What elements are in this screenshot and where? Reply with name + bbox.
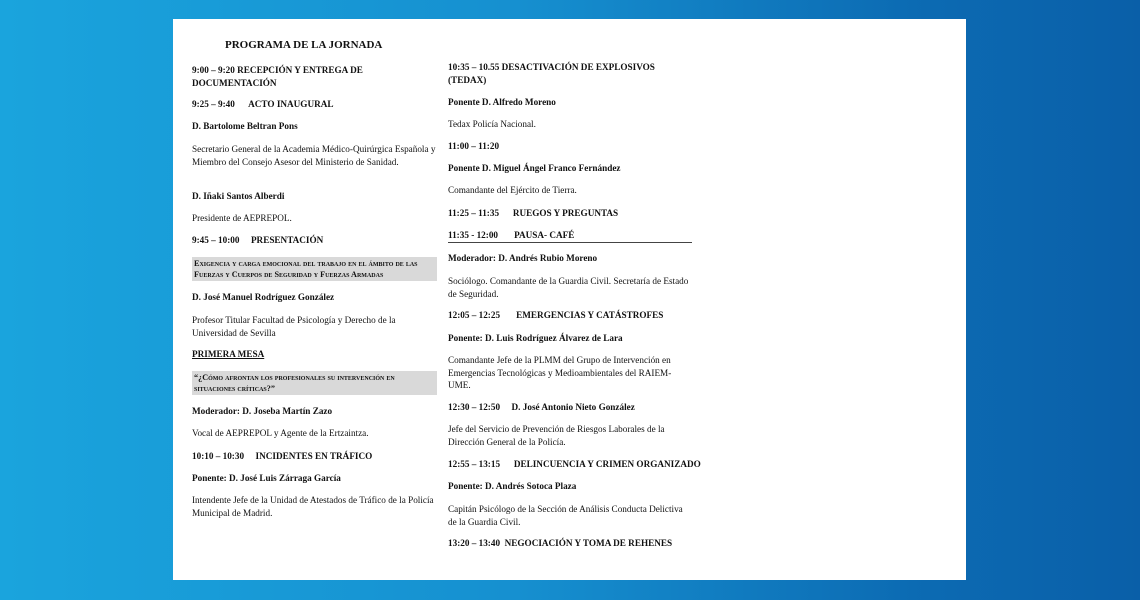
- moderator-name: Moderador: D. Joseba Martín Zazo: [192, 406, 333, 416]
- schedule-item: 12:30 – 12:50 D. José Antonio Nieto González: [448, 402, 635, 412]
- schedule-item: 11:00 – 11:20: [448, 141, 500, 151]
- divider: [448, 242, 692, 243]
- section-heading: PRIMERA MESA: [192, 349, 265, 359]
- schedule-item: 9:25 – 9:40 ACTO INAUGURAL: [192, 99, 334, 109]
- program-sheet: [173, 19, 966, 580]
- speaker-name: Ponente D. Alfredo Moreno: [448, 97, 556, 107]
- schedule-item: 10:35 – 10.55 DESACTIVACIÓN DE EXPLOSIVOS (TEDAX): [448, 62, 655, 85]
- speaker-description: Tedax Policía Nacional.: [448, 119, 536, 129]
- speaker-description: Secretario General de la Academia Médico-Quirúrgica Española y Miembro del Consejo Asesor del Ministerio de Sanidad.: [192, 144, 436, 167]
- schedule-item: 11:25 – 11:35 RUEGOS Y PREGUNTAS: [448, 208, 619, 218]
- schedule-item: 13:20 – 13:40 NEGOCIACIÓN Y TOMA DE REHENES: [448, 538, 673, 548]
- program-title: PROGRAMA DE LA JORNADA: [225, 39, 383, 51]
- speaker-description: Profesor Titular Facultad de Psicología y Derecho de la Universidad de Sevilla: [192, 315, 396, 338]
- speaker-name: D. Bartolome Beltran Pons: [192, 121, 298, 131]
- speaker-description: Presidente de AEPREPOL.: [192, 213, 292, 223]
- schedule-item: 11:35 - 12:00 PAUSA- CAFÉ: [448, 230, 575, 240]
- schedule-item: 12:55 – 13:15 DELINCUENCIA Y CRIMEN ORGANIZADO: [448, 459, 701, 469]
- speaker-name: Ponente: D. José Luis Zárraga García: [192, 473, 341, 483]
- schedule-item: 9:00 – 9:20 RECEPCIÓN Y ENTREGA DE DOCUMENTACIÓN: [192, 65, 363, 88]
- schedule-item: 12:05 – 12:25 EMERGENCIAS Y CATÁSTROFES: [448, 310, 664, 320]
- schedule-item: 9:45 – 10:00 PRESENTACIÓN: [192, 235, 324, 245]
- speaker-description: Jefe del Servicio de Prevención de Riesgos Laborales de la Dirección General de la Policía.: [448, 424, 665, 447]
- speaker-name: Ponente: D. Luis Rodríguez Álvarez de Lara: [448, 333, 623, 343]
- speaker-description: Comandante Jefe de la PLMM del Grupo de Intervención en Emergencias Tecnológicas y Medioambientales del RAIEM-UME.: [448, 355, 672, 390]
- speaker-description: Intendente Jefe de la Unidad de Atestados de Tráfico de la Policía Municipal de Madrid.: [192, 495, 434, 518]
- speaker-name: D. Iñaki Santos Alberdi: [192, 191, 285, 201]
- speaker-name: D. José Manuel Rodríguez González: [192, 292, 335, 302]
- schedule-item: 10:10 – 10:30 INCIDENTES EN TRÁFICO: [192, 451, 373, 461]
- speaker-name: Ponente D. Miguel Ángel Franco Fernández: [448, 163, 621, 173]
- speaker-name: Ponente: D. Andrés Sotoca Plaza: [448, 481, 577, 491]
- speaker-description: Comandante del Ejército de Tierra.: [448, 185, 577, 195]
- speaker-description: Capitán Psicólogo de la Sección de Análisis Conducta Delictiva de la Guardia Civil.: [448, 504, 683, 527]
- session-topic: “¿Cómo afrontan los profesionales su intervención en situaciones críticas?”: [192, 371, 437, 395]
- moderator-name: Moderador: D. Andrés Rubio Moreno: [448, 253, 598, 263]
- speaker-description: Vocal de AEPREPOL y Agente de la Ertzaintza.: [192, 428, 369, 438]
- speaker-description: Sociólogo. Comandante de la Guardia Civil. Secretaría de Estado de Seguridad.: [448, 276, 689, 299]
- session-topic: Exigencia y carga emocional del trabajo en el ámbito de las Fuerzas y Cuerpos de Seguridad y Fuerzas Armadas: [192, 257, 437, 281]
